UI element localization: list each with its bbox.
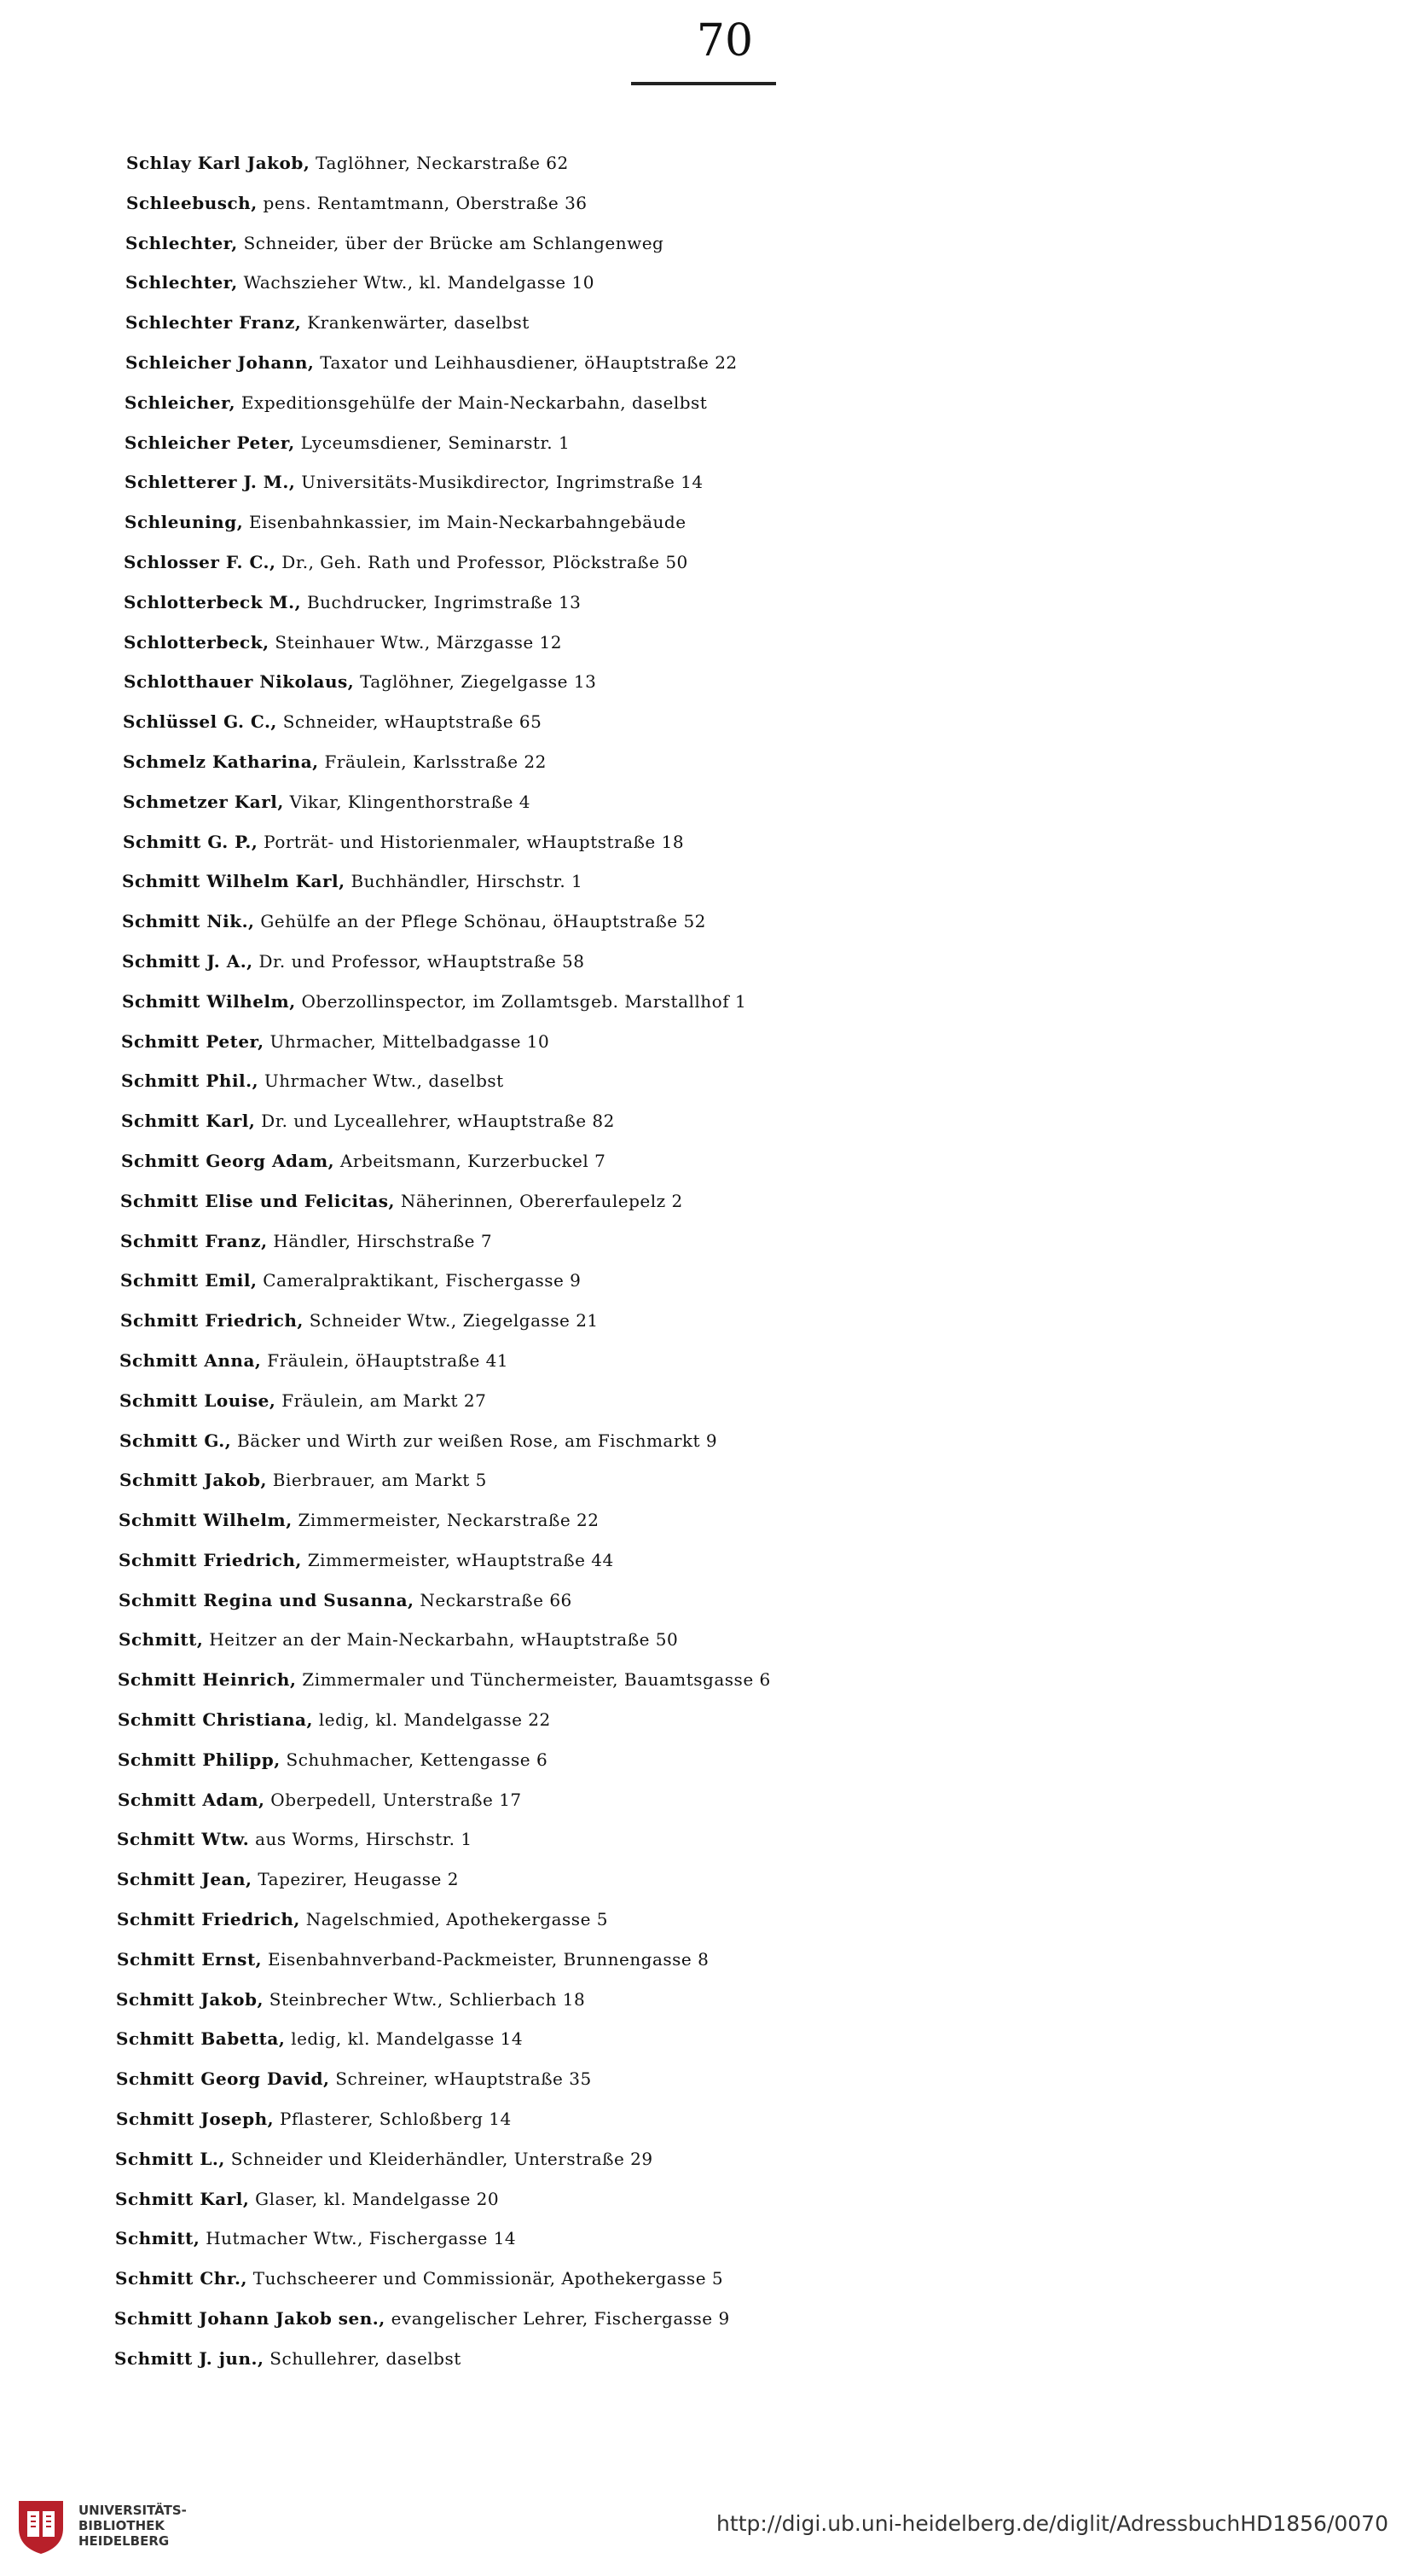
entry-name: Schlotthauer Nikolaus,	[124, 671, 355, 693]
entry-name: Schmitt Heinrich,	[118, 1669, 297, 1691]
entry-details: pens. Rentamtmann, Oberstraße 36	[257, 192, 588, 213]
entry-details: Zimmermaler und Tünchermeister, Bauamtsgasse 6	[296, 1669, 771, 1691]
directory-entry	[0, 462, 1402, 502]
entry-name: Schmitt Joseph,	[116, 2109, 275, 2130]
entry-details: Steinhauer Wtw., Märzgasse 12	[269, 631, 563, 653]
directory-entry	[0, 1381, 1402, 1421]
directory-entry	[0, 862, 1402, 902]
entry-name: Schlechter Franz,	[125, 312, 302, 334]
entry-details: Dr. und Professor, wHauptstraße 58	[252, 950, 585, 972]
entry-details: Vikar, Klingenthorstraße 4	[283, 791, 530, 812]
entry-name: Schmitt Johann Jakob sen.,	[114, 2308, 385, 2329]
entry-name: Schmitt Wilhelm Karl,	[122, 871, 345, 892]
entry-details: Schneider Wtw., Ziegelgasse 21	[303, 1310, 599, 1332]
entry-name: Schmitt Phil.,	[121, 1070, 259, 1092]
entry-name: Schmitt Chr.,	[115, 2268, 247, 2289]
directory-entry	[0, 782, 1402, 822]
directory-entry	[0, 1980, 1402, 2020]
entry-details: Tuchscheerer und Commissionär, Apothekergasse 5	[246, 2268, 724, 2289]
library-logo-icon	[14, 2494, 68, 2556]
entry-name: Schleicher Peter,	[125, 432, 295, 453]
entry-details: Uhrmacher, Mittelbadgasse 10	[264, 1030, 550, 1052]
directory-entry	[0, 1540, 1402, 1581]
entry-name: Schlotterbeck,	[124, 631, 269, 653]
entry-name: Schmelz Katharina,	[123, 751, 319, 772]
entry-name: Schmitt Friedrich,	[119, 1549, 302, 1570]
directory-entry	[0, 2339, 1402, 2379]
directory-entry	[0, 2019, 1402, 2059]
directory-entry	[0, 1301, 1402, 1341]
directory-entry	[0, 2299, 1402, 2339]
entry-name: Schmitt G.,	[119, 1430, 232, 1451]
entry-details: Neckarstraße 66	[414, 1589, 572, 1610]
entry-details: Oberpedell, Unterstraße 17	[264, 1789, 522, 1810]
entry-details: aus Worms, Hirschstr. 1	[249, 1829, 472, 1850]
directory-entry	[0, 1181, 1402, 1221]
directory-entry	[0, 183, 1402, 223]
entry-details: Buchdrucker, Ingrimstraße 13	[301, 591, 582, 612]
entry-name: Schmitt Karl,	[115, 2188, 250, 2209]
entry-details: Lyceumsdiener, Seminarstr. 1	[294, 432, 571, 453]
entry-details: Heitzer an der Main-Neckarbahn, wHauptstraße 50	[203, 1629, 679, 1651]
entry-details: Fräulein, öHauptstraße 41	[261, 1349, 509, 1371]
footer-bar	[0, 2474, 1402, 2576]
directory-entry	[0, 1421, 1402, 1461]
entry-name: Schmitt Adam,	[118, 1789, 265, 1810]
entry-details: Schullehrer, daselbst	[264, 2347, 461, 2369]
entry-name: Schmitt,	[119, 1629, 204, 1651]
entry-details: ledig, kl. Mandelgasse 14	[285, 2028, 524, 2050]
entry-name: Schmitt Friedrich,	[120, 1310, 304, 1332]
directory-entry	[0, 2219, 1402, 2259]
entry-details: Schneider, wHauptstraße 65	[276, 711, 542, 733]
entry-details: Uhrmacher Wtw., daselbst	[258, 1070, 504, 1092]
entry-details: Oberzollinspector, im Zollamtsgeb. Marstallhof 1	[295, 990, 747, 1012]
entry-details: evangelischer Lehrer, Fischergasse 9	[385, 2308, 730, 2329]
entry-details: Taglöhner, Neckarstraße 62	[310, 153, 569, 173]
entry-details: Bierbrauer, am Markt 5	[266, 1470, 487, 1491]
entry-name: Schmitt Franz,	[120, 1230, 268, 1251]
directory-entry	[0, 2059, 1402, 2099]
entry-details: Taxator und Leihhausdiener, öHauptstraße 22	[314, 351, 738, 373]
entry-details: Näherinnen, Obererfaulepelz 2	[395, 1190, 683, 1211]
directory-entry	[0, 1940, 1402, 1980]
directory-entry	[0, 2099, 1402, 2139]
entry-name: Schmitt Philipp,	[118, 1749, 281, 1770]
directory-entry	[0, 502, 1402, 542]
directory-entry	[0, 1780, 1402, 1820]
entry-details: Zimmermeister, wHauptstraße 44	[301, 1549, 614, 1570]
directory-entry	[0, 542, 1402, 583]
directory-entry	[0, 1900, 1402, 1940]
source-url-link[interactable]: http://digi.ub.uni-heidelberg.de/diglit/AdressbuchHD1856/0070	[716, 2511, 1388, 2536]
entry-details: Porträt- und Historienmaler, wHauptstraße 18	[258, 831, 685, 852]
directory-entries	[0, 143, 1402, 2379]
directory-entry	[0, 1341, 1402, 1381]
entry-details: Händler, Hirschstraße 7	[267, 1230, 493, 1251]
directory-entry	[0, 1500, 1402, 1540]
directory-entry	[0, 383, 1402, 423]
entry-name: Schleicher,	[125, 392, 236, 413]
entry-details: Fräulein, am Markt 27	[275, 1390, 487, 1411]
entry-name: Schmitt G. P.,	[123, 831, 258, 852]
directory-entry	[0, 343, 1402, 383]
directory-entry	[0, 1819, 1402, 1859]
entry-name: Schmitt Anna,	[119, 1349, 262, 1371]
entry-details: Eisenbahnkassier, im Main-Neckarbahngebäude	[243, 512, 687, 533]
entry-details: Cameralpraktikant, Fischergasse 9	[257, 1270, 582, 1291]
entry-details: Hutmacher Wtw., Fischergasse 14	[200, 2228, 517, 2249]
directory-entry	[0, 742, 1402, 782]
entry-details: Nagelschmied, Apothekergasse 5	[299, 1909, 608, 1930]
entry-name: Schlüssel G. C.,	[123, 711, 277, 733]
entry-name: Schmitt Wilhelm,	[119, 1510, 293, 1531]
directory-entry	[0, 263, 1402, 303]
entry-name: Schleuning,	[125, 512, 244, 533]
entry-name: Schmitt Nik.,	[122, 911, 255, 932]
directory-entry	[0, 1061, 1402, 1101]
entry-name: Schlechter,	[125, 232, 238, 253]
entry-details: Gehülfe an der Pflege Schönau, öHauptstraße 52	[254, 911, 706, 932]
entry-name: Schlay Karl Jakob,	[126, 153, 310, 173]
directory-entry	[0, 1221, 1402, 1262]
directory-entry	[0, 1700, 1402, 1740]
entry-name: Schlechter,	[125, 272, 238, 293]
directory-entry	[0, 583, 1402, 623]
entry-name: Schlosser F. C.,	[124, 551, 276, 572]
entry-name: Schmitt Jakob,	[116, 1988, 264, 2010]
library-name: UNIVERSITÄTS- BIBLIOTHEK HEIDELBERG	[78, 2503, 187, 2549]
directory-entry	[0, 1859, 1402, 1900]
entry-details: Wachszieher Wtw., kl. Mandelgasse 10	[237, 272, 594, 293]
directory-entry	[0, 702, 1402, 742]
entry-name: Schmitt Emil,	[120, 1270, 258, 1291]
entry-details: Bäcker und Wirth zur weißen Rose, am Fischmarkt 9	[231, 1430, 718, 1451]
entry-details: Schneider, über der Brücke am Schlangenweg	[237, 232, 664, 253]
entry-name: Schlotterbeck M.,	[124, 591, 302, 612]
entry-details: Universitäts-Musikdirector, Ingrimstraße 14	[295, 472, 704, 493]
directory-entry	[0, 1022, 1402, 1062]
directory-entry	[0, 423, 1402, 463]
page-number: 70	[696, 15, 754, 67]
entry-details: Arbeitsmann, Kurzerbuckel 7	[334, 1150, 606, 1171]
directory-entry	[0, 2179, 1402, 2219]
directory-entry	[0, 822, 1402, 862]
header-rule	[631, 82, 776, 85]
entry-details: ledig, kl. Mandelgasse 22	[312, 1709, 551, 1731]
entry-name: Schmitt Wtw.	[117, 1829, 250, 1850]
directory-entry	[0, 223, 1402, 264]
entry-name: Schmitt Wilhelm,	[122, 990, 296, 1012]
entry-details: Dr., Geh. Rath und Professor, Plöckstraße 50	[275, 551, 688, 572]
directory-entry	[0, 902, 1402, 942]
entry-details: Pflasterer, Schloßberg 14	[274, 2109, 512, 2130]
entry-name: Schmetzer Karl,	[123, 791, 284, 812]
entry-details: Zimmermeister, Neckarstraße 22	[292, 1510, 600, 1531]
entry-details: Eisenbahnverband-Packmeister, Brunnengasse 8	[262, 1948, 710, 1970]
entry-name: Schleebusch,	[126, 192, 258, 213]
entry-name: Schmitt Louise,	[119, 1390, 276, 1411]
directory-entry	[0, 1660, 1402, 1700]
directory-entry	[0, 1620, 1402, 1660]
entry-name: Schmitt Friedrich,	[117, 1909, 300, 1930]
entry-details: Steinbrecher Wtw., Schlierbach 18	[263, 1988, 586, 2010]
directory-entry	[0, 143, 1402, 183]
entry-name: Schletterer J. M.,	[125, 472, 296, 493]
directory-entry	[0, 2139, 1402, 2179]
directory-entry	[0, 942, 1402, 982]
entry-name: Schmitt Jean,	[117, 1869, 252, 1890]
entry-name: Schmitt Regina und Susanna,	[119, 1589, 414, 1610]
entry-details: Dr. und Lyceallehrer, wHauptstraße 82	[255, 1111, 615, 1132]
entry-name: Schmitt J. A.,	[122, 950, 253, 972]
entry-name: Schmitt Jakob,	[119, 1470, 267, 1491]
entry-name: Schmitt L.,	[115, 2148, 225, 2169]
entry-name: Schmitt J. jun.,	[114, 2347, 264, 2369]
directory-entry	[0, 1460, 1402, 1500]
entry-details: Glaser, kl. Mandelgasse 20	[249, 2188, 500, 2209]
entry-details: Taglöhner, Ziegelgasse 13	[354, 671, 597, 693]
entry-name: Schmitt Georg David,	[116, 2068, 330, 2090]
entry-details: Schreiner, wHauptstraße 35	[329, 2068, 592, 2090]
entry-details: Tapezirer, Heugasse 2	[252, 1869, 459, 1890]
directory-entry	[0, 1141, 1402, 1181]
entry-details: Krankenwärter, daselbst	[301, 312, 530, 334]
directory-entry	[0, 982, 1402, 1022]
directory-entry	[0, 1261, 1402, 1301]
entry-name: Schleicher Johann,	[125, 351, 315, 373]
entry-name: Schmitt Peter,	[121, 1030, 264, 1052]
entry-name: Schmitt Christiana,	[118, 1709, 313, 1731]
entry-name: Schmitt Elise und Felicitas,	[120, 1190, 395, 1211]
entry-name: Schmitt Ernst,	[117, 1948, 263, 1970]
directory-entry	[0, 1740, 1402, 1780]
entry-details: Expeditionsgehülfe der Main-Neckarbahn, daselbst	[235, 392, 708, 413]
directory-entry	[0, 623, 1402, 663]
directory-entry	[0, 1101, 1402, 1141]
directory-entry	[0, 2259, 1402, 2299]
directory-entry	[0, 662, 1402, 702]
entry-details: Schuhmacher, Kettengasse 6	[280, 1749, 548, 1770]
entry-name: Schmitt Babetta,	[116, 2028, 286, 2050]
entry-name: Schmitt Georg Adam,	[121, 1150, 335, 1171]
entry-name: Schmitt Karl,	[121, 1111, 256, 1132]
entry-name: Schmitt,	[115, 2228, 200, 2249]
entry-details: Schneider und Kleiderhändler, Unterstraße 29	[224, 2148, 653, 2169]
entry-details: Buchhändler, Hirschstr. 1	[345, 871, 583, 892]
directory-entry	[0, 303, 1402, 343]
directory-entry	[0, 1581, 1402, 1621]
entry-details: Fräulein, Karlsstraße 22	[318, 751, 547, 772]
